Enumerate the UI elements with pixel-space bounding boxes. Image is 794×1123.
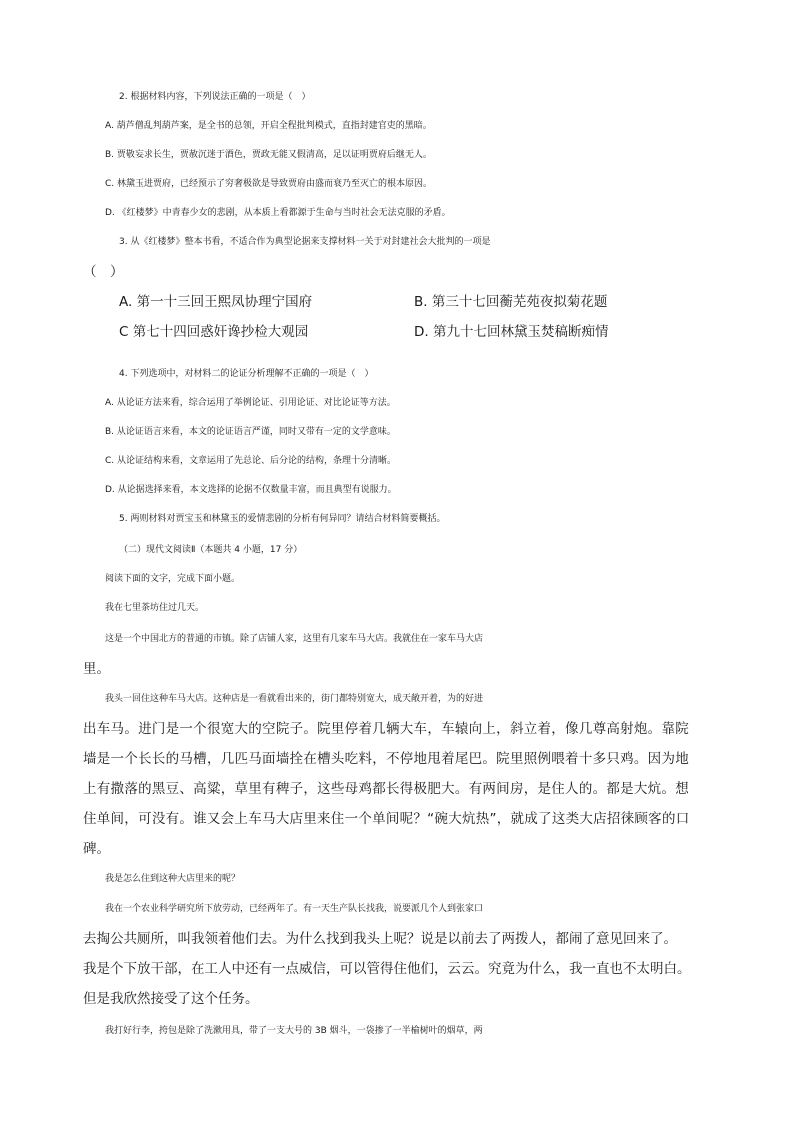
- passage-p3-line1: 我头一回住这种车马大店。这种店是一看就看出来的，街门都特别宽大，成天敞开着，为的好进: [105, 694, 484, 704]
- passage-p2-line2: 里。: [83, 661, 110, 677]
- passage-p5-line2: 去掏公共厕所，叫我领着他们去。为什么找到我头上呢？说是以前去了两拨人，都闹了意见回来了。: [83, 931, 677, 947]
- q3-option-b: B. 第三十七回蘅芜苑夜拟菊花题: [414, 294, 608, 310]
- q3-stem-line1: 3. 从《红楼梦》整本书看，不适合作为典型论据来支撑材料一关于对封建社会大批判的一项是: [119, 237, 491, 247]
- passage-p3-line6: 碑。: [83, 841, 110, 857]
- passage-p5-line3: 我是个下放干部，在工人中还有一点威信，可以管得住他们，云云。究竟为什么，我一直也不太明白。: [83, 961, 691, 977]
- passage-p6-line1: 我打好行李，挎包是除了洗漱用具，带了一支大号的 3B 烟斗，一袋掺了一半榆树叶的烟草，两: [105, 1026, 483, 1036]
- q2-option-b: B. 贾敬妄求长生，贾赦沉迷于酒色，贾政无能又假清高，足以证明贾府后继无人。: [105, 150, 432, 160]
- q3-option-c: C 第七十四回惑奸谗抄检大观园: [119, 324, 309, 340]
- q2-option-c: C. 林黛玉进贾府，已经预示了穷奢极欲是导致贾府由盛而衰乃至灭亡的根本原因。: [105, 179, 433, 189]
- passage-p3-line4: 上有撒落的黑豆、高粱，草里有稗子，这些母鸡都长得极肥大。有两间房，是住人的。都是大炕。想: [83, 781, 689, 797]
- passage-p3-line2: 出车马。进门是一个很宽大的空院子。院里停着几辆大车，车辕向上，斜立着，像几尊高射炮。靠院: [83, 721, 689, 737]
- passage-p5-line1: 我在一个农业科学研究所下放劳动，已经两年了。有一天生产队长找我，说要派几个人到张家口: [105, 904, 484, 914]
- q2-stem: 2. 根据材料内容，下列说法正确的一项是（ ）: [119, 92, 311, 102]
- passage-p3-line5: 住单间，可没有。谁又会上车马大店里来住一个单间呢？“碗大炕热”，就成了这类大店招徕顾客的口: [83, 811, 690, 827]
- q4-option-a: A. 从论证方法来看，综合运用了举例论证、引用论证、对比论证等方法。: [105, 398, 396, 408]
- passage-p4: 我是怎么住到这种大店里来的呢？: [105, 874, 241, 884]
- q3-stem-line2: （ ）: [83, 264, 124, 280]
- passage-p5-line4: 但是我欣然接受了这个任务。: [83, 991, 259, 1007]
- q2-option-d: D. 《红楼梦》中青春少女的悲剧，从本质上看都源于生命与当时社会无法克服的矛盾。: [105, 208, 451, 218]
- section-heading: （二）现代文阅读Ⅱ（本题共 4 小题，17 分）: [119, 545, 303, 555]
- q3-option-a: A. 第一十三回王熙凤协理宁国府: [119, 294, 313, 310]
- section-instruction: 阅读下面的文字，完成下面小题。: [105, 574, 241, 584]
- q4-option-c: C. 从论证结构来看，文章运用了先总论、后分论的结构，条理十分清晰。: [105, 456, 397, 466]
- q3-option-d: D. 第九十七回林黛玉焚稿断痴情: [414, 324, 609, 340]
- passage-p1: 我在七里茶坊住过几天。: [105, 603, 205, 613]
- q4-stem: 4. 下列选项中，对材料二的论证分析理解不正确的一项是（ ）: [119, 369, 374, 379]
- passage-p2-line1: 这是一个中国北方的普通的市镇。除了店铺人家，这里有几家车马大店。我就住在一家车马大店: [105, 634, 484, 644]
- q5-stem: 5. 两则材料对贾宝玉和林黛玉的爱情悲剧的分析有何异同？请结合材料简要概括。: [119, 514, 446, 524]
- q4-option-d: D. 从论据选择来看，本文选择的论据不仅数量丰富，而且典型有说服力。: [105, 485, 397, 495]
- q4-option-b: B. 从论证语言来看，本文的论证语言严谨，同时又带有一定的文学意味。: [105, 427, 396, 437]
- passage-p3-line3: 墙是一个长长的马槽，几匹马面墙拴在槽头吃料，不停地甩着尾巴。院里照例喂着十多只鸡。因为地: [83, 751, 689, 767]
- q2-option-a: A. 葫芦僧乱判葫芦案，是全书的总领，开启全程批判模式，直指封建官吏的黑暗。: [105, 121, 432, 131]
